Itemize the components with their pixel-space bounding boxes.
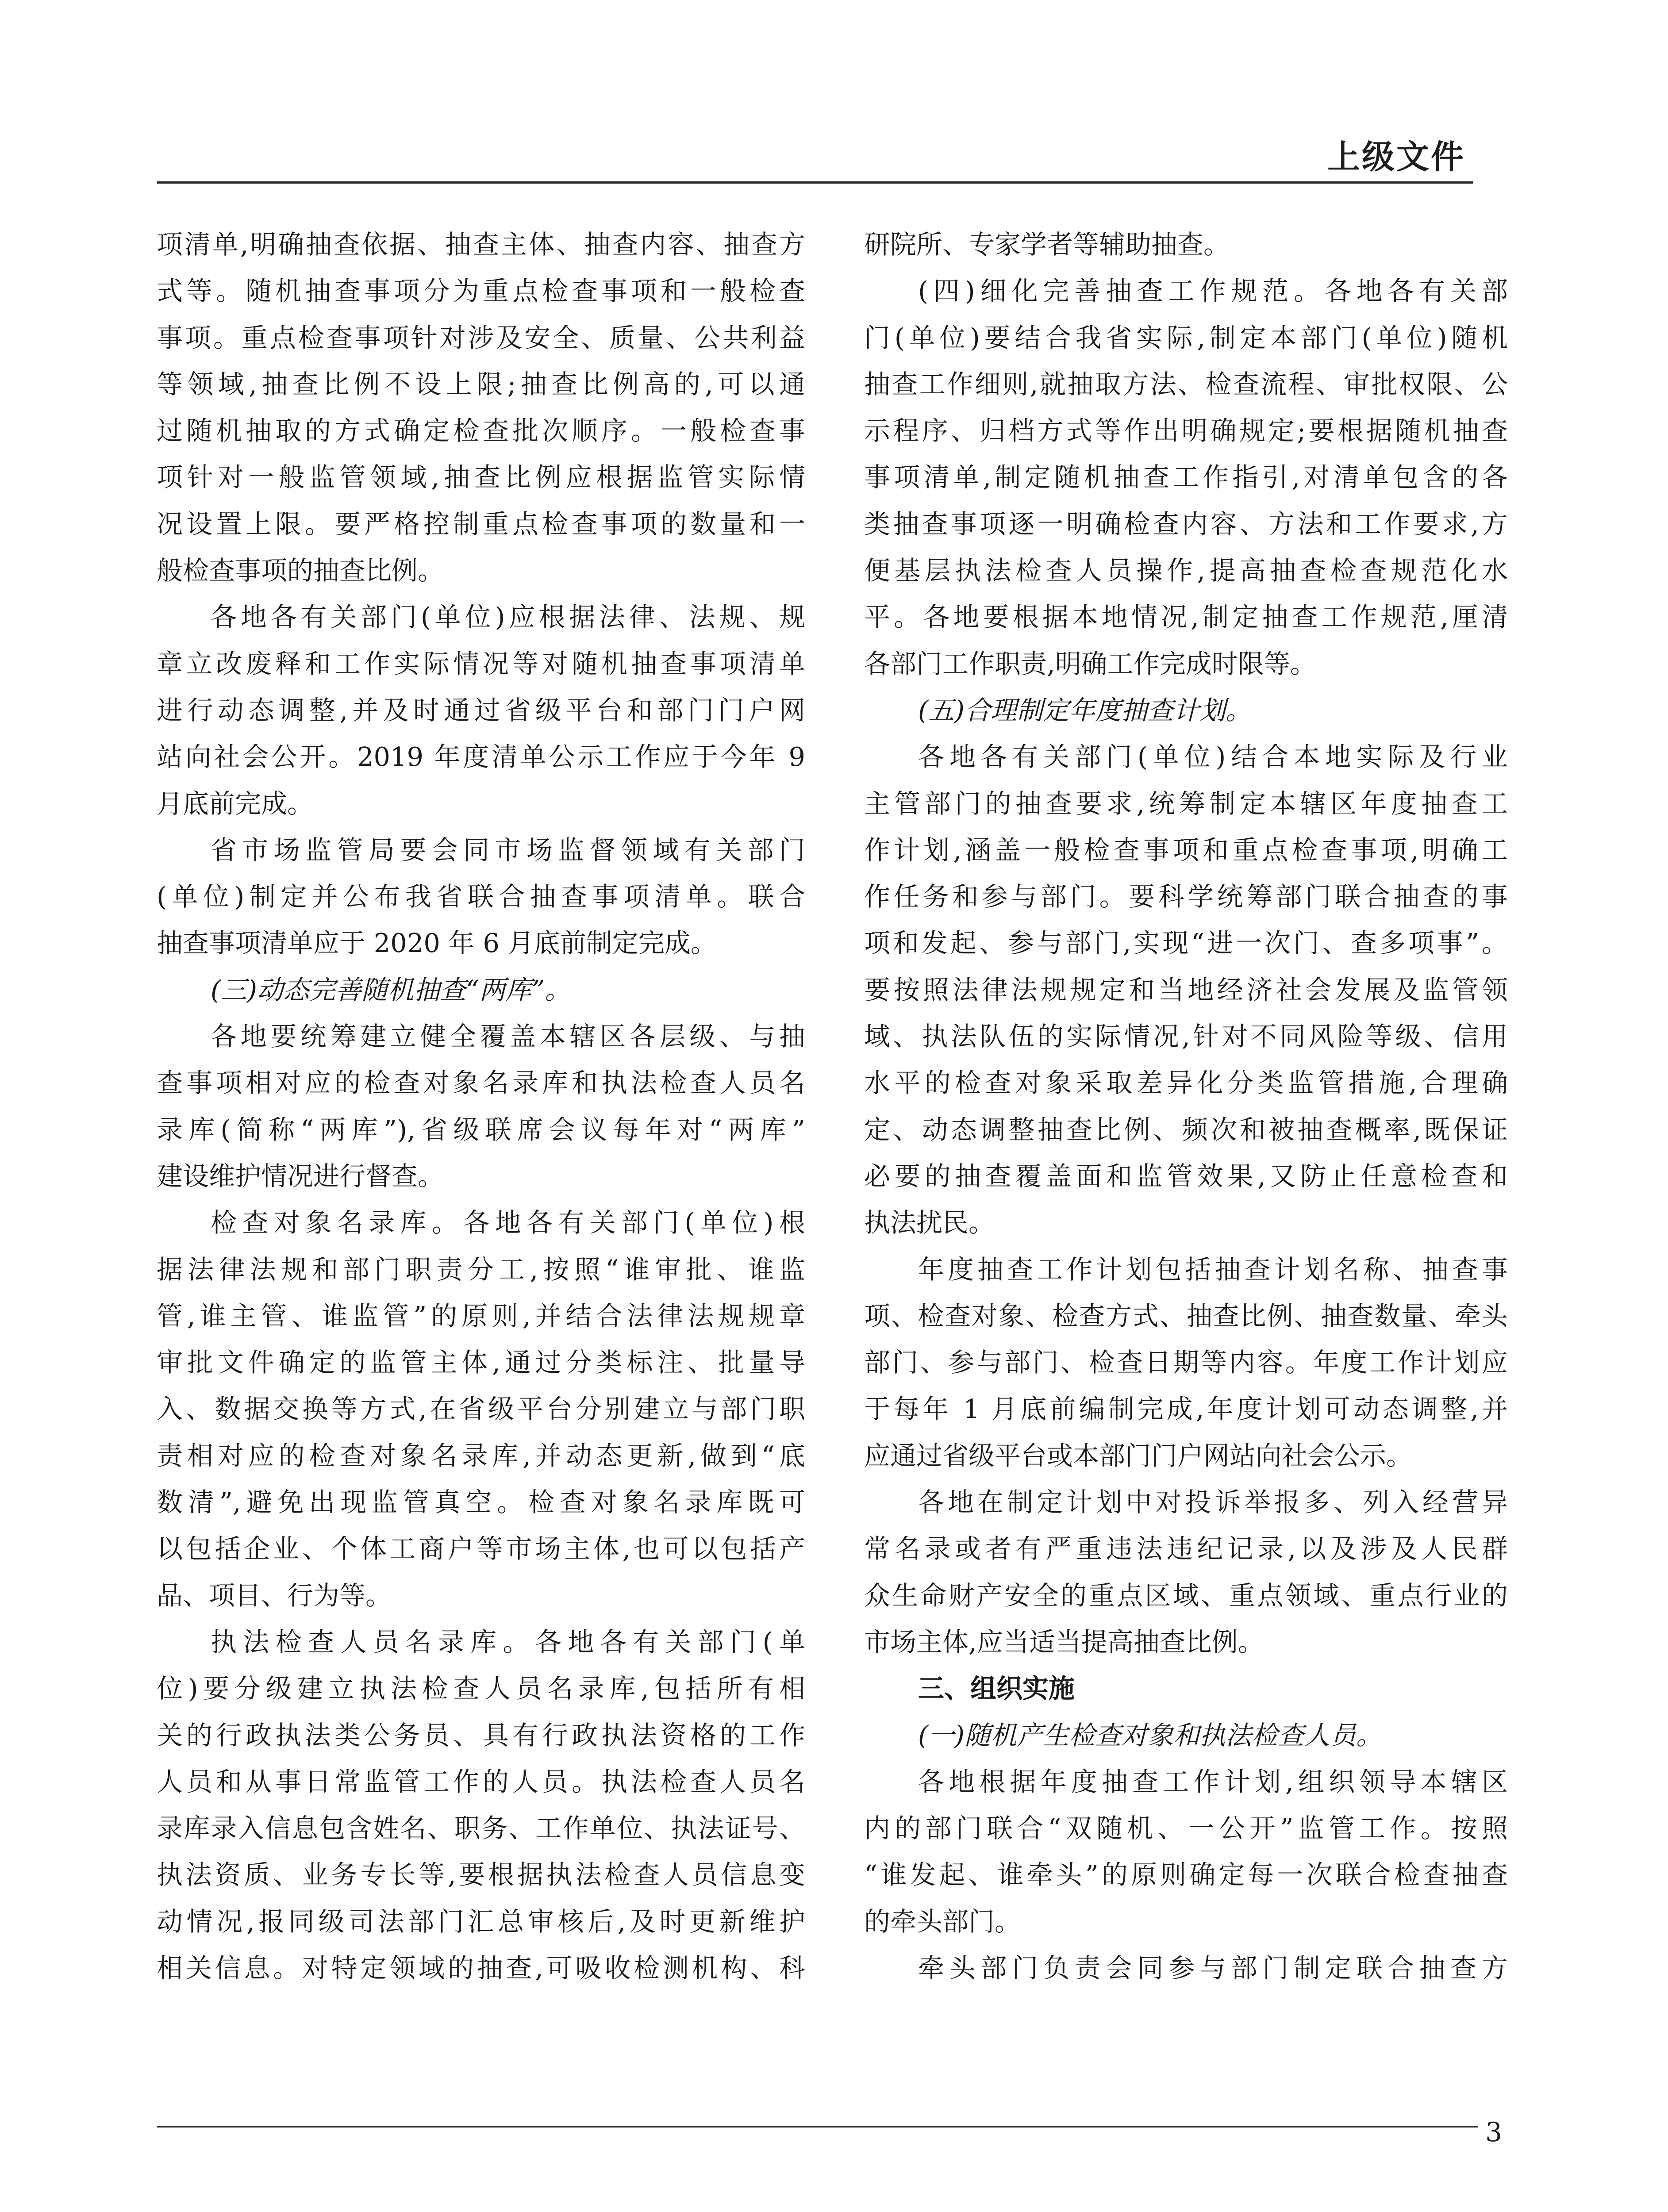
text-line: 域、执法队伍的实际情况,针对不同风险等级、信用 bbox=[864, 1021, 1508, 1052]
text-line: 示程序、归档方式等作出明确规定;要根据随机抽查 bbox=[864, 415, 1508, 446]
text-line: 项和发起、参与部门,实现“进一次门、查多项事”。 bbox=[864, 928, 1508, 959]
subsection-heading: (一)随机产生检查对象和执法检查人员。 bbox=[918, 1720, 1383, 1751]
text-line: 责相对应的检查对象名录库,并动态更新,做到“底 bbox=[157, 1440, 805, 1471]
text-line: 各地各有关部门(单位)应根据法律、法规、规 bbox=[211, 602, 805, 633]
text-line: 研院所、专家学者等辅助抽查。 bbox=[864, 229, 1230, 260]
text-line: 审批文件确定的监管主体,通过分类标注、批量导 bbox=[157, 1347, 805, 1378]
text-line: 便基层执法检查人员操作,提高抽查检查规范化水 bbox=[864, 555, 1508, 586]
text-line: 项针对一般监管领域,抽查比例应根据监管实际情 bbox=[157, 462, 805, 493]
text-line: 作任务和参与部门。要科学统筹部门联合抽查的事 bbox=[864, 881, 1508, 912]
text-line: 月底前完成。 bbox=[157, 788, 314, 819]
text-line: 章立改废释和工作实际情况等对随机抽查事项清单 bbox=[157, 648, 805, 679]
text-line: 类抽查事项逐一明确检查内容、方法和工作要求,方 bbox=[864, 508, 1508, 539]
text-line: (单位)制定并公布我省联合抽查事项清单。联合 bbox=[157, 881, 805, 912]
text-line: 查事项相对应的检查对象名录库和执法检查人员名 bbox=[157, 1068, 805, 1098]
text-line: 过随机抽取的方式确定检查批次顺序。一般检查事 bbox=[157, 415, 805, 446]
text-line: 管,谁主管、谁监管”的原则,并结合法律法规规章 bbox=[157, 1300, 805, 1331]
text-line: 常名录或者有严重违法违纪记录,以及涉及人民群 bbox=[864, 1533, 1508, 1564]
text-line: 数清”,避免出现监管真空。检查对象名录库既可 bbox=[157, 1487, 805, 1518]
text-line: 作计划,涵盖一般检查事项和重点检查事项,明确工 bbox=[864, 834, 1508, 865]
text-line: 执法扰民。 bbox=[864, 1207, 995, 1238]
text-line: 应通过省级平台或本部门门户网站向社会公示。 bbox=[864, 1440, 1413, 1471]
text-line: 省市场监管局要会同市场监督领域有关部门 bbox=[211, 834, 805, 865]
page-number: 3 bbox=[1485, 2117, 1503, 2148]
text-line: 内的部门联合“双随机、一公开”监管工作。按照 bbox=[864, 1813, 1508, 1844]
text-line: 据法律法规和部门职责分工,按照“谁审批、谁监 bbox=[157, 1254, 805, 1285]
header-rule bbox=[157, 181, 1473, 184]
subsection-heading: (五)合理制定年度抽查计划。 bbox=[918, 695, 1252, 726]
text-line: 主管部门的抽查要求,统筹制定本辖区年度抽查工 bbox=[864, 788, 1508, 819]
section-title: 上级文件 bbox=[1327, 138, 1465, 176]
text-line: 检查对象名录库。各地各有关部门(单位)根 bbox=[211, 1207, 805, 1238]
text-line: 部门、参与部门、检查日期等内容。年度工作计划应 bbox=[864, 1347, 1508, 1378]
text-line: 入、数据交换等方式,在省级平台分别建立与部门职 bbox=[157, 1394, 805, 1425]
text-line: 录库(简称“两库”),省级联席会议每年对“两库” bbox=[157, 1114, 805, 1145]
text-line: 执法检查人员名录库。各地各有关部门(单 bbox=[211, 1626, 805, 1657]
text-line: 品、项目、行为等。 bbox=[157, 1580, 392, 1611]
text-line: 进行动态调整,并及时通过省级平台和部门门户网 bbox=[157, 695, 805, 726]
text-line: 动情况,报同级司法部门汇总审核后,及时更新维护 bbox=[157, 1906, 805, 1937]
text-line: 以包括企业、个体工商户等市场主体,也可以包括产 bbox=[157, 1533, 805, 1564]
text-line: 门(单位)要结合我省实际,制定本部门(单位)随机 bbox=[864, 322, 1508, 353]
text-line: 位)要分级建立执法检查人员名录库,包括所有相 bbox=[157, 1673, 805, 1704]
text-line: 各部门工作职责,明确工作完成时限等。 bbox=[864, 648, 1316, 679]
text-line: 项、检查对象、检查方式、抽查比例、抽查数量、牵头 bbox=[864, 1300, 1508, 1331]
text-line: 况设置上限。要严格控制重点检查事项的数量和一 bbox=[157, 508, 805, 539]
text-line: (四)细化完善抽查工作规范。各地各有关部 bbox=[918, 276, 1508, 307]
text-line: 市场主体,应当适当提高抽查比例。 bbox=[864, 1626, 1264, 1657]
text-line: 事项。重点检查事项针对涉及安全、质量、公共利益 bbox=[157, 322, 805, 353]
text-line: 平。各地要根据本地情况,制定抽查工作规范,厘清 bbox=[864, 602, 1508, 633]
text-line: “谁发起、谁牵头”的原则确定每一次联合检查抽查 bbox=[864, 1859, 1508, 1890]
text-line: 水平的检查对象采取差异化分类监管措施,合理确 bbox=[864, 1068, 1508, 1098]
text-line: 各地要统筹建立健全覆盖本辖区各层级、与抽 bbox=[211, 1021, 805, 1052]
text-line: 事项清单,制定随机抽查工作指引,对清单包含的各 bbox=[864, 462, 1508, 493]
right-column bbox=[864, 221, 1508, 1991]
text-line: 抽查工作细则,就抽取方法、检查流程、审批权限、公 bbox=[864, 369, 1508, 399]
text-line: 的牵头部门。 bbox=[864, 1906, 1021, 1937]
text-line: 必要的抽查覆盖面和监管效果,又防止任意检查和 bbox=[864, 1160, 1508, 1191]
left-column bbox=[157, 221, 805, 1991]
subsection-heading: (三)动态完善随机抽查“两库”。 bbox=[211, 974, 571, 1005]
text-line: 式等。随机抽查事项分为重点检查事项和一般检查 bbox=[157, 276, 805, 307]
text-line: 各地各有关部门(单位)结合本地实际及行业 bbox=[918, 741, 1508, 772]
section-heading: 三、组织实施 bbox=[918, 1673, 1075, 1704]
text-line: 站向社会公开。2019 年度清单公示工作应于今年 9 bbox=[157, 741, 805, 772]
text-line: 关的行政执法类公务员、具有行政执法资格的工作 bbox=[157, 1720, 805, 1751]
text-line: 录库录入信息包含姓名、职务、工作单位、执法证号、 bbox=[157, 1813, 805, 1844]
text-line: 各地根据年度抽查工作计划,组织领导本辖区 bbox=[918, 1766, 1508, 1797]
text-line: 年度抽查工作计划包括抽查计划名称、抽查事 bbox=[918, 1254, 1508, 1285]
text-line: 执法资质、业务专长等,要根据执法检查人员信息变 bbox=[157, 1859, 805, 1890]
footer-rule bbox=[157, 2126, 1478, 2128]
text-line: 各地在制定计划中对投诉举报多、列入经营异 bbox=[918, 1487, 1508, 1518]
text-line: 相关信息。对特定领域的抽查,可吸收检测机构、科 bbox=[157, 1952, 805, 1983]
text-line: 要按照法律法规规定和当地经济社会发展及监管领 bbox=[864, 974, 1508, 1005]
text-line: 定、动态调整抽查比例、频次和被抽查概率,既保证 bbox=[864, 1114, 1508, 1145]
text-line: 建设维护情况进行督查。 bbox=[157, 1160, 444, 1191]
text-line: 人员和从事日常监管工作的人员。执法检查人员名 bbox=[157, 1766, 805, 1797]
text-line: 项清单,明确抽查依据、抽查主体、抽查内容、抽查方 bbox=[157, 229, 805, 260]
text-line: 抽查事项清单应于 2020 年 6 月底前制定完成。 bbox=[157, 928, 717, 959]
text-line: 众生命财产安全的重点区域、重点领域、重点行业的 bbox=[864, 1580, 1508, 1611]
text-line: 牵头部门负责会同参与部门制定联合抽查方 bbox=[918, 1952, 1508, 1983]
text-line: 于每年 1 月底前编制完成,年度计划可动态调整,并 bbox=[864, 1394, 1508, 1425]
text-line: 般检查事项的抽查比例。 bbox=[157, 555, 444, 586]
text-line: 等领域,抽查比例不设上限;抽查比例高的,可以通 bbox=[157, 369, 805, 399]
